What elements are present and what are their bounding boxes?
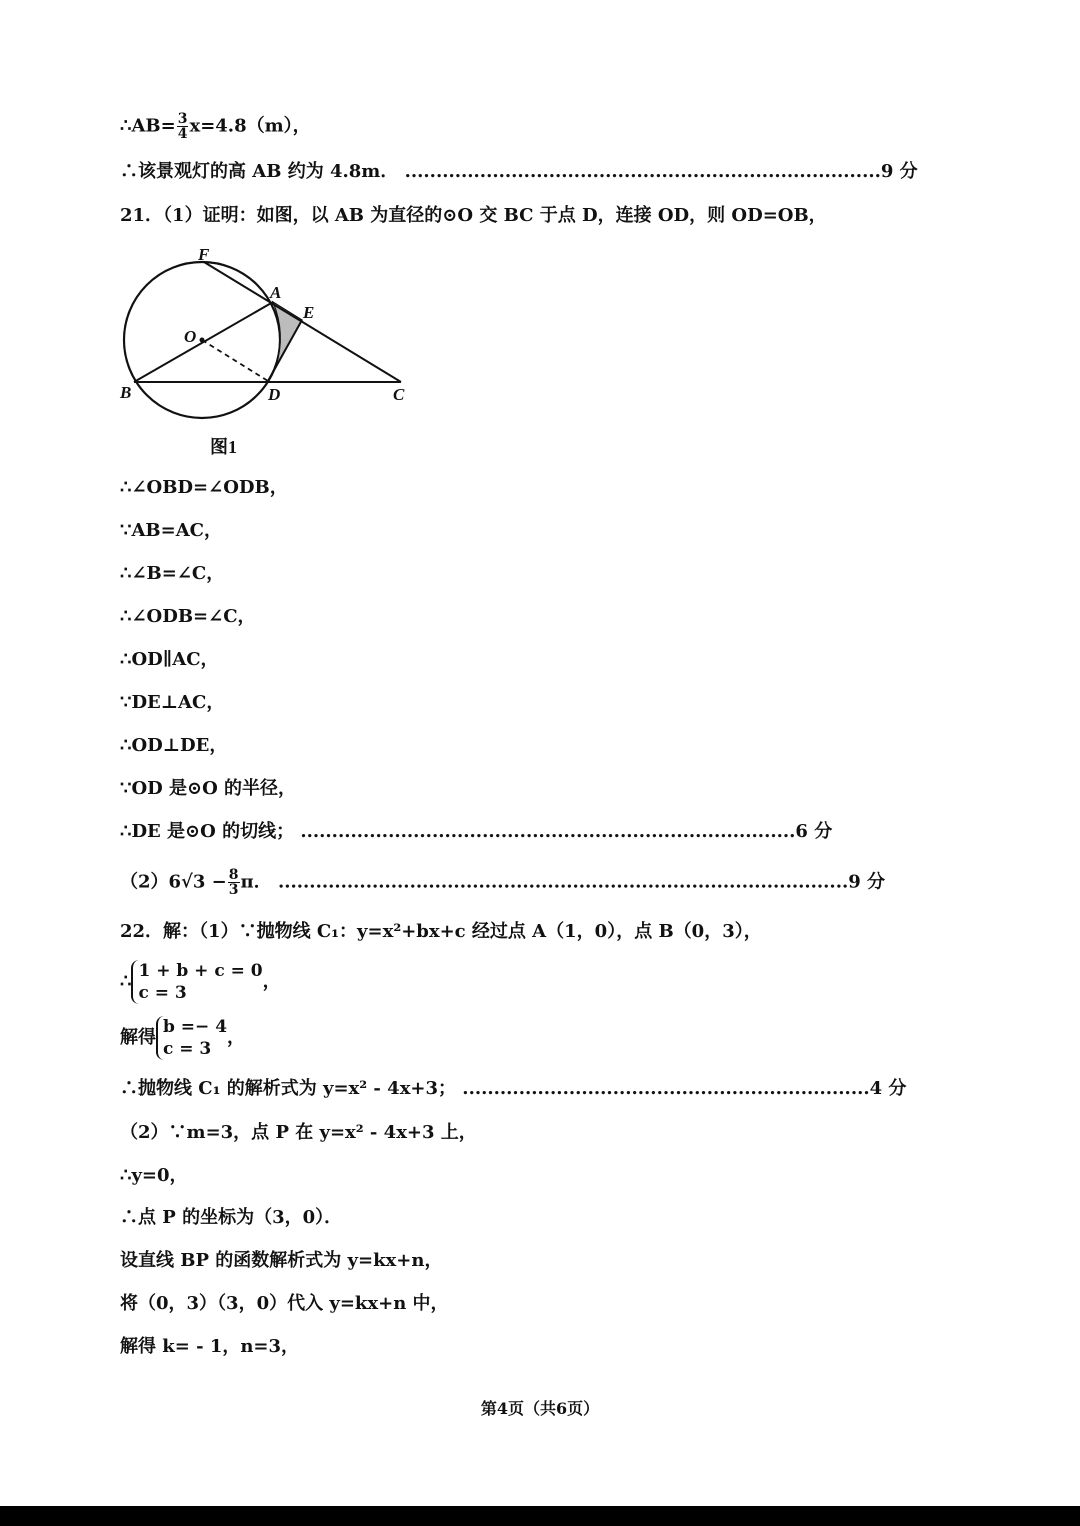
line-y-zero: ∴y=0， (120, 1165, 188, 1186)
line-height-conclusion: ∴该景观灯的高 AB 约为 4.8m． ............................................................................9 分 (120, 161, 918, 182)
segment-fc (204, 262, 401, 382)
line-step-5: ∴OD∥AC， (120, 649, 219, 670)
page-footer: 第4页（共6页） (480, 1399, 600, 1418)
line-part2-start: （2）∵m=3，点 P 在 y=x² - 4x+3 上， (120, 1122, 477, 1143)
line-step-3: ∴∠B=∠C， (120, 563, 225, 584)
label-o: O (184, 327, 197, 346)
figure-caption: 图1 (210, 437, 237, 457)
label-a: A (270, 283, 282, 302)
line-ab-value: ∴AB= $\frac{3}{4}$ x=4.8（m）， (120, 111, 311, 142)
line-step-6: ∵DE⊥AC， (120, 692, 225, 713)
line-point-p: ∴点 P 的坐标为（3，0）． (120, 1207, 343, 1228)
line-step-8: ∵OD 是⊙O 的半径， (120, 778, 297, 799)
equation-system: 1 + b + c = 0 c = 3 (131, 960, 262, 1004)
label-e: E (303, 303, 315, 322)
geometry-figure (110, 240, 430, 460)
line-parabola-expression: ∴抛物线 C₁ 的解析式为 y=x² - 4x+3； .................................................................4 分 (120, 1078, 907, 1099)
line-q21-proof-start: 21．（1）证明：如图，以 AB 为直径的⊙O 交 BC 于点 D，连接 OD，则 OD=OB， (120, 205, 827, 226)
segment-od-dashed (202, 340, 268, 381)
label-b: B (120, 383, 132, 402)
label-f: F (198, 245, 210, 264)
line-solve-kn: 解得 k= - 1，n=3， (120, 1336, 300, 1357)
line-system-2: 解得 b =− 4 c = 3 ， (120, 1017, 246, 1059)
line-step-7: ∴OD⊥DE， (120, 735, 228, 756)
line-step-2: ∵AB=AC， (120, 520, 223, 541)
line-step-1: ∴∠OBD=∠ODB， (120, 477, 288, 498)
fraction: $\frac{3}{4}$ (177, 111, 188, 142)
center-point (200, 338, 205, 343)
line-system-1: ∴ 1 + b + c = 0 c = 3 ， (120, 961, 281, 1003)
line-q22-start: 22．解：（1）∵抛物线 C₁：y=x²+bx+c 经过点 A（1，0），点 B（0，3）， (120, 921, 762, 942)
line-step-4: ∴∠ODB=∠C， (120, 606, 256, 627)
label-c: C (393, 385, 405, 404)
line-q21-part2: （2）6√3 − $\frac{8}{3}$ π． ...........................................................................................9 分 (120, 867, 886, 898)
line-bp-expression: 设直线 BP 的函数解析式为 y=kx+n， (120, 1250, 443, 1271)
line-tangent-conclusion: ∴DE 是⊙O 的切线； ...............................................................................6 分 (120, 821, 833, 842)
equation-system: b =− 4 c = 3 (156, 1016, 227, 1060)
label-d: D (268, 385, 281, 404)
fraction: $\frac{8}{3}$ (228, 867, 239, 898)
bottom-bar (0, 1506, 1080, 1526)
line-substitute: 将（0，3）（3，0）代入 y=kx+n 中， (120, 1293, 449, 1314)
